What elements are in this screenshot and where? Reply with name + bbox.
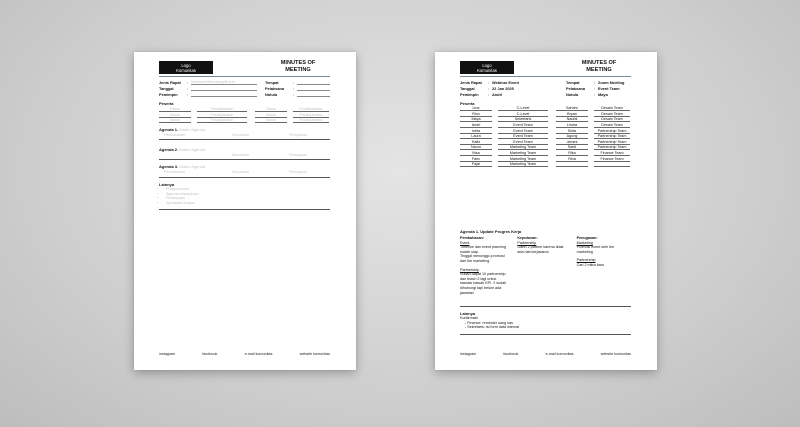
document-title <box>569 60 629 73</box>
partnership-subheading: Partnership <box>517 240 537 245</box>
nama-placeholder[interactable]: Nama <box>255 113 287 118</box>
header-divider <box>159 76 330 77</box>
peserta-nama: Hafiz <box>460 140 492 145</box>
peserta-nama: Intira <box>460 129 492 134</box>
peserta-nama: Fajar <box>460 162 492 167</box>
footer-website: website komunitas <box>600 352 631 356</box>
penugasan-column <box>577 236 631 295</box>
template-sheet <box>134 52 356 370</box>
list-item: - Sekretaris: isi form data internal <box>465 325 520 330</box>
text-line: jawaban <box>460 290 474 295</box>
posisi-placeholder[interactable]: Posisi/jabatan <box>197 113 247 118</box>
colon: : <box>488 85 490 91</box>
colon: : <box>594 85 596 91</box>
notula-value: Maya <box>598 91 608 97</box>
nama-placeholder[interactable]: Nama <box>159 118 191 123</box>
table-row <box>460 128 631 134</box>
peserta-nama <box>556 162 588 167</box>
title-line2: MEETING <box>285 66 311 73</box>
footer <box>460 352 631 356</box>
peserta-nama: Rico <box>460 112 492 117</box>
posisi-placeholder[interactable]: Posisi/jabatan <box>197 118 247 123</box>
pembahasan-column <box>460 236 514 295</box>
marketing-subheading: Marketing <box>576 240 593 245</box>
peserta-heading: Peserta <box>159 101 174 106</box>
table-row <box>460 134 631 140</box>
text-line: standar bawah KPI. 2 sudah <box>460 281 507 286</box>
table-row <box>460 145 631 151</box>
agenda-2-heading <box>159 147 205 152</box>
document-title <box>268 60 328 73</box>
tempat-value: Zoom Meeting <box>598 79 625 85</box>
peserta-posisi: Event Team <box>498 129 548 134</box>
agenda-label: Agenda 3. <box>159 164 179 169</box>
table-row <box>460 162 631 168</box>
konfirmasi-label: Konfirmasi: <box>460 316 479 320</box>
lainnya-template-list <box>159 187 286 205</box>
label-tanggal: Tanggal <box>460 85 475 91</box>
peserta-posisi: Marketing Team <box>498 151 548 156</box>
logo <box>159 61 213 74</box>
pembahasan-header: Pembahasan: <box>460 236 484 240</box>
text-line: ada niat kerjasama <box>517 249 549 254</box>
peserta-posisi: Sekretaris <box>498 117 548 122</box>
label-tempat: Tempat <box>566 79 580 85</box>
posisi-placeholder[interactable]: Posisi/jabatan <box>197 107 247 112</box>
divider <box>159 159 330 160</box>
table-row <box>460 106 631 112</box>
peserta-posisi: Event Team <box>498 123 548 128</box>
logo-line2: Komunitas <box>176 68 196 73</box>
jenis-rapat-value: Webinar Event <box>492 79 519 85</box>
peserta-nama: Rika <box>556 151 588 156</box>
peserta-posisi: Desain Team <box>594 112 630 117</box>
penugasan-placeholder[interactable]: Penugasan <box>289 133 308 137</box>
peserta-posisi: Marketing Team <box>498 157 548 162</box>
agenda-1-heading <box>159 127 205 132</box>
pembahasan-placeholder[interactable]: Pembahasan <box>164 133 186 137</box>
label-tempat: Tempat <box>265 79 279 85</box>
peserta-nama: Nisa <box>460 151 492 156</box>
peserta-nama: James <box>556 140 588 145</box>
footer-email: e-mail komunitas <box>244 352 273 356</box>
peserta-nama: Andri <box>460 123 492 128</box>
keputusan-placeholder[interactable]: Keputusan <box>232 170 250 174</box>
partnership-subheading: Partnership <box>460 267 479 272</box>
posisi-placeholder[interactable]: Posisi/jabatan <box>293 107 329 112</box>
text-line: Tinggal menunggu promosi <box>460 254 505 259</box>
partnership-subheading: Partnership <box>576 258 596 263</box>
footer-facebook: facebook <box>503 352 519 356</box>
agenda-3-heading <box>159 164 205 169</box>
peserta-posisi: Marketing Team <box>498 145 548 150</box>
list-item[interactable]: • Agenda selanjutnya <box>166 192 286 197</box>
agenda-placeholder[interactable]: Materi Agenda <box>179 147 206 152</box>
meeting-meta <box>460 79 631 97</box>
text-line: Promosi event oleh tim <box>576 245 615 250</box>
list-item[interactable]: • Pertanyaan <box>166 196 286 201</box>
posisi-placeholder[interactable]: Posisi/jabatan <box>293 118 329 123</box>
colon: : <box>594 91 596 97</box>
lainnya-heading: Lainnya <box>460 311 476 316</box>
text-line: dihubungi tapi belum ada <box>460 285 502 290</box>
text-line: Garth 2 partner karena tidak <box>517 245 564 250</box>
divider <box>159 209 330 210</box>
table-row <box>460 117 631 123</box>
peserta-nama: Maya <box>460 117 492 122</box>
peserta-nama: Nauro <box>460 145 492 150</box>
label-pelaksana: Pelaksana <box>265 85 285 91</box>
table-row <box>460 156 631 162</box>
logo-line1: Logo <box>482 63 492 68</box>
peserta-nama: Lindra <box>556 123 588 128</box>
event-subheading: Event <box>460 240 470 245</box>
agenda-placeholder[interactable]: Materi Agenda <box>179 164 206 169</box>
table-row <box>460 151 631 157</box>
jenis-rapat-field[interactable]: Webinar/Workshop/Event <box>191 79 257 85</box>
colon: : <box>293 91 295 97</box>
peserta-posisi: Finance Team <box>594 151 630 156</box>
colon: : <box>187 91 189 97</box>
peserta-nama: Naufal <box>556 117 588 122</box>
header-divider <box>460 76 631 77</box>
colon: : <box>594 79 596 85</box>
divider <box>159 177 330 178</box>
peserta-nama: Santi <box>556 145 588 150</box>
logo <box>460 61 514 74</box>
title-line2: MEETING <box>586 66 612 73</box>
colon: : <box>488 91 490 97</box>
table-row <box>460 140 631 146</box>
footer-instagram: instagram <box>159 352 176 356</box>
peserta-posisi: Partnership Team <box>594 129 630 134</box>
table-row <box>159 118 330 124</box>
footer-website: website komunitas <box>299 352 330 356</box>
peserta-template-table <box>159 107 330 124</box>
peserta-table <box>460 106 631 168</box>
keputusan-placeholder[interactable]: Keputusan <box>232 133 250 137</box>
lainnya-heading: Lainnya <box>159 182 175 187</box>
peserta-posisi: Marketing Team <box>498 162 548 167</box>
logo-line2: Komunitas <box>477 68 497 73</box>
peserta-posisi: C-Level <box>498 106 548 111</box>
footer <box>159 352 330 356</box>
label-tanggal: Tanggal <box>159 85 174 91</box>
peserta-posisi: Partnership Team <box>594 134 630 139</box>
logo-line1: Logo <box>181 63 191 68</box>
label-jenis-rapat: Jenis Rapat <box>159 79 181 85</box>
keputusan-column <box>517 236 573 295</box>
peserta-nama: Faric <box>460 157 492 162</box>
penugasan-header: Penugasan: <box>576 236 598 240</box>
penugasan-placeholder[interactable]: Penugasan <box>289 170 308 174</box>
nama-placeholder[interactable]: Nama <box>255 107 287 112</box>
label-pelaksana: Pelaksana <box>566 85 586 91</box>
table-row <box>460 123 631 129</box>
peserta-posisi: Desain Team <box>594 106 630 111</box>
label-pemimpin: Pemimpin <box>159 91 178 97</box>
peserta-posisi <box>594 162 630 167</box>
tanggal-value: 22 Jan 2025 <box>492 85 514 91</box>
text-line: Sudah dapat 10 partnership <box>460 272 506 277</box>
peserta-heading: Peserta <box>460 101 475 106</box>
filled-sheet <box>435 52 657 370</box>
peserta-posisi: Partnership Team <box>594 140 630 145</box>
peserta-posisi: Finance Team <box>594 157 630 162</box>
label-jenis-rapat: Jenis Rapat <box>460 79 482 85</box>
colon: : <box>187 79 189 85</box>
label-notula: Notula <box>566 91 579 97</box>
text-line: dari tim marketing <box>460 258 490 263</box>
peserta-nama: Bryan <box>556 112 588 117</box>
agenda-label: Agenda 2. <box>159 147 179 152</box>
table-row <box>460 112 631 118</box>
peserta-posisi: Partnership Team <box>594 145 630 150</box>
agenda-placeholder[interactable]: Materi Agenda <box>179 127 206 132</box>
divider <box>460 306 631 307</box>
footer-facebook: facebook <box>202 352 218 356</box>
footer-email: e-mail komunitas <box>545 352 574 356</box>
pemimpin-field[interactable] <box>191 91 257 97</box>
agenda-1-heading: Agenda 1. Update Progres Kerja <box>460 229 522 234</box>
nama-placeholder[interactable]: Nama <box>159 107 191 112</box>
peserta-posisi: Event Team <box>498 134 548 139</box>
peserta-nama: Sandro <box>556 106 588 111</box>
peserta-posisi: Desain Team <box>594 123 630 128</box>
posisi-placeholder[interactable]: Posisi/jabatan <box>293 113 329 118</box>
colon: : <box>187 85 189 91</box>
meeting-meta <box>159 79 330 97</box>
penugasan-placeholder[interactable]: Penugasan <box>289 153 308 157</box>
peserta-posisi: Desain Team <box>594 117 630 122</box>
nama-placeholder[interactable]: Nama <box>255 118 287 123</box>
agenda-label: Agenda 1. <box>159 127 179 132</box>
divider <box>159 139 330 140</box>
list-item[interactable]: • Pengumuman <box>166 187 286 192</box>
peserta-posisi: Event Team <box>498 140 548 145</box>
colon: : <box>293 85 295 91</box>
table-row <box>159 107 330 113</box>
list-item[interactable]: • Apresiasi/Ucapan <box>166 201 286 206</box>
divider <box>460 334 631 335</box>
peserta-nama: Lina <box>460 106 492 111</box>
label-notula: Notula <box>265 91 278 97</box>
agenda-1-columns <box>460 236 631 295</box>
peserta-nama: Rina <box>556 157 588 162</box>
pembahasan-placeholder[interactable]: Pembahasan <box>164 170 186 174</box>
text-line: dan butuh 2 lagi untuk <box>460 276 497 281</box>
text-line: Cari 2 mitra baru <box>576 262 605 267</box>
pelaksana-value: Event Team <box>598 85 620 91</box>
peserta-nama: Agung <box>556 134 588 139</box>
text-line: Timeline dan event planning <box>460 245 506 250</box>
footer-instagram: instagram <box>460 352 477 356</box>
label-pemimpin: Pemimpin <box>460 91 479 97</box>
keputusan-placeholder[interactable]: Keputusan <box>232 153 250 157</box>
list-item: - Finance: reminder uang kas <box>465 320 513 325</box>
peserta-nama: Laura <box>460 134 492 139</box>
colon: : <box>488 79 490 85</box>
peserta-nama: Sinta <box>556 129 588 134</box>
keputusan-header: Keputusan: <box>517 236 538 240</box>
pemimpin-value: Andri <box>492 91 503 97</box>
title-line1: MINUTES OF <box>581 60 617 66</box>
colon: : <box>293 79 295 85</box>
table-row <box>159 113 330 119</box>
nama-placeholder[interactable]: Nama <box>159 113 191 118</box>
peserta-posisi: C-Level <box>498 112 548 117</box>
lainnya-content <box>460 316 519 330</box>
notula-field[interactable] <box>297 91 330 97</box>
text-line: sudah siap. <box>460 249 479 254</box>
title-line1: MINUTES OF <box>280 60 316 66</box>
text-line: marketing <box>576 249 593 254</box>
